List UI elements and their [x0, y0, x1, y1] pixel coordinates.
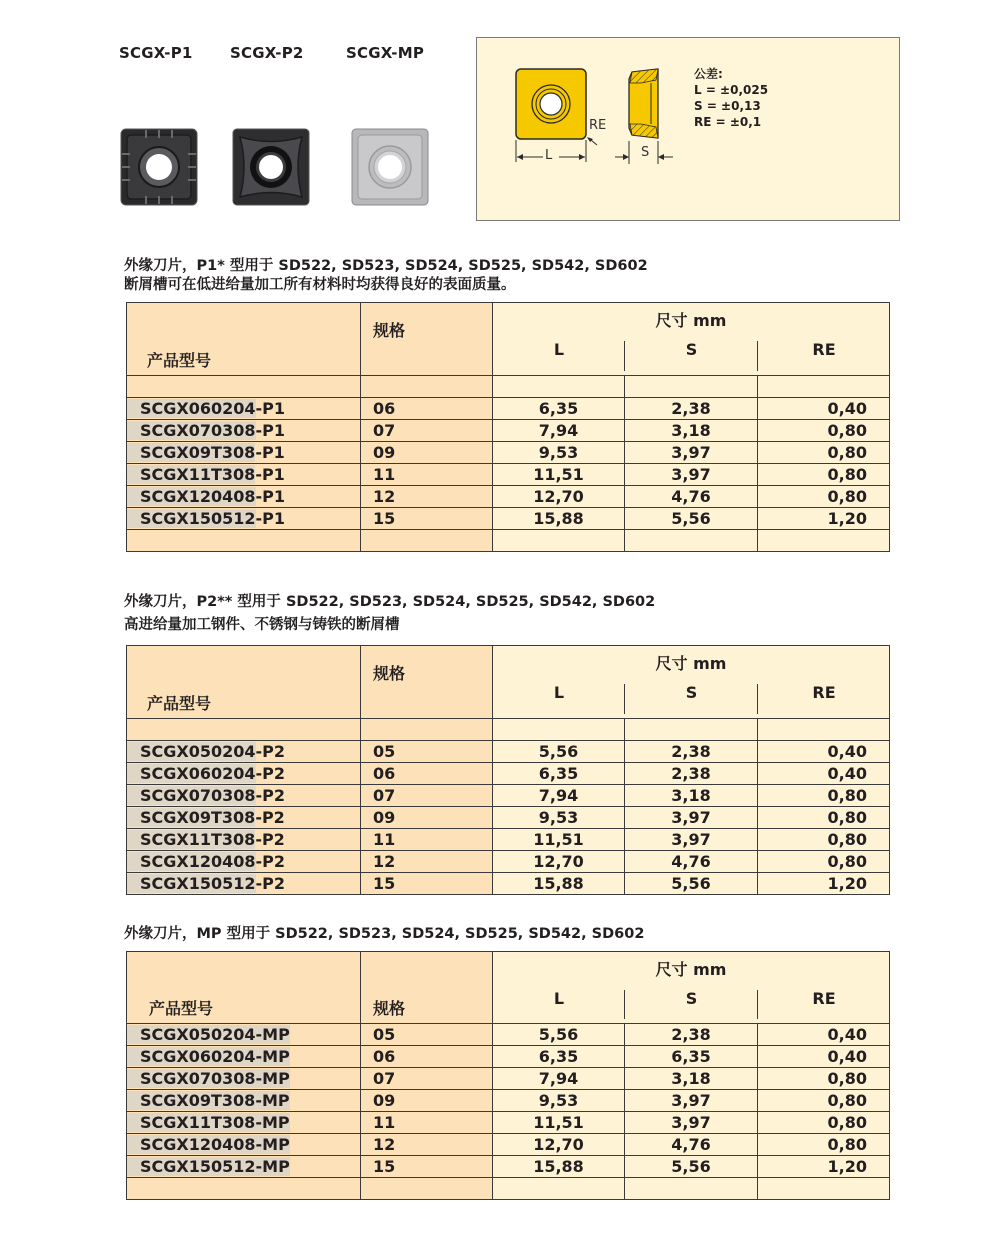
model-cell	[127, 1024, 361, 1046]
table-row	[127, 1090, 890, 1112]
model-cell	[127, 398, 361, 420]
header-l: L	[553, 340, 565, 359]
model-code: SCGX150512-MP	[127, 1157, 290, 1176]
model-cell	[127, 1112, 361, 1134]
l-dimension-label: L	[545, 148, 553, 163]
l-cell: 11,51	[493, 464, 625, 486]
s-cell: 3,97	[625, 807, 758, 829]
size-cell: 05	[361, 741, 493, 763]
l-cell: 15,88	[493, 508, 625, 530]
model-code: SCGX070308	[127, 421, 256, 440]
tolerance-l: L = ±0,025	[694, 83, 769, 97]
model-suffix: -P1	[255, 442, 285, 462]
header-dims	[493, 303, 890, 376]
l-cell: 6,35	[493, 398, 625, 420]
model-suffix: -P1	[255, 508, 286, 528]
header-s: S	[685, 340, 698, 359]
re-cell: 1,20	[758, 1156, 890, 1178]
re-cell: 0,80	[758, 851, 890, 873]
variant-label-p2: SCGX-P2	[230, 44, 304, 62]
s-cell: 3,18	[625, 1068, 758, 1090]
size-cell: 11	[361, 1112, 493, 1134]
model-suffix: -P1	[255, 464, 285, 484]
table-row	[127, 1112, 890, 1134]
re-cell: 0,80	[758, 1134, 890, 1156]
model-code: SCGX070308	[127, 786, 256, 805]
table-row	[127, 829, 890, 851]
header-size: 规格	[361, 952, 493, 1024]
variant-label-p1: SCGX-P1	[119, 44, 193, 62]
table-header-row	[127, 303, 890, 376]
model-cell	[127, 807, 361, 829]
model-cell	[127, 829, 361, 851]
s-cell: 3,18	[625, 420, 758, 442]
section-p1-subtitle: 断屑槽可在低进给量加工所有材料时均获得良好的表面质量。	[124, 277, 516, 293]
l-cell: 11,51	[493, 829, 625, 851]
insert-mp-icon	[351, 128, 429, 206]
l-cell: 9,53	[493, 807, 625, 829]
s-cell: 3,97	[625, 442, 758, 464]
table-row	[127, 851, 890, 873]
s-cell: 3,97	[625, 1112, 758, 1134]
model-code: SCGX09T308	[127, 808, 255, 827]
header-s: S	[685, 989, 698, 1008]
table-row	[127, 741, 890, 763]
model-cell	[127, 873, 361, 895]
s-dimension-label: S	[641, 145, 650, 160]
re-cell: 0,40	[758, 763, 890, 785]
model-code: SCGX09T308	[127, 443, 255, 462]
header-re: RE	[812, 989, 836, 1008]
tolerance-s: S = ±0,13	[694, 99, 761, 113]
l-cell: 6,35	[493, 763, 625, 785]
l-cell: 15,88	[493, 873, 625, 895]
header-dims	[493, 952, 890, 1024]
re-cell: 0,40	[758, 398, 890, 420]
model-cell	[127, 741, 361, 763]
model-code: SCGX060204-MP	[127, 1047, 290, 1066]
p2-spec-table	[126, 645, 890, 895]
s-cell: 4,76	[625, 486, 758, 508]
table-blank-row	[127, 719, 890, 741]
l-cell: 11,51	[493, 1112, 625, 1134]
model-code: SCGX050204-MP	[127, 1025, 290, 1044]
re-cell: 0,40	[758, 741, 890, 763]
re-cell: 0,80	[758, 807, 890, 829]
model-cell	[127, 851, 361, 873]
re-cell: 1,20	[758, 508, 890, 530]
re-cell: 0,80	[758, 1090, 890, 1112]
table-blank-row	[127, 1178, 890, 1200]
s-cell: 5,56	[625, 508, 758, 530]
model-suffix: -P2	[255, 785, 286, 805]
s-cell: 4,76	[625, 851, 758, 873]
table-blank-row	[127, 376, 890, 398]
model-cell	[127, 1156, 361, 1178]
table-row	[127, 1156, 890, 1178]
l-cell: 5,56	[493, 741, 625, 763]
header-re: RE	[812, 340, 836, 359]
s-cell: 3,97	[625, 829, 758, 851]
size-cell: 15	[361, 508, 493, 530]
header-dims-label: 尺寸 mm	[655, 654, 727, 673]
model-code: SCGX070308-MP	[127, 1069, 290, 1088]
l-cell: 7,94	[493, 785, 625, 807]
model-code: SCGX060204	[127, 399, 256, 418]
model-cell	[127, 508, 361, 530]
re-cell: 0,40	[758, 1024, 890, 1046]
model-code: SCGX09T308-MP	[127, 1091, 290, 1110]
model-suffix: -P2	[255, 763, 286, 783]
p1-spec-table	[126, 302, 890, 552]
s-cell: 2,38	[625, 741, 758, 763]
table-row	[127, 807, 890, 829]
insert-p1-icon	[120, 128, 198, 206]
model-code: SCGX11T308-MP	[127, 1113, 290, 1132]
size-cell: 09	[361, 807, 493, 829]
table-row	[127, 508, 890, 530]
header-model: 产品型号	[127, 646, 361, 719]
header-re: RE	[812, 683, 836, 702]
tolerance-title: 公差:	[694, 67, 723, 81]
table-row	[127, 763, 890, 785]
s-cell: 2,38	[625, 1024, 758, 1046]
re-cell: 0,80	[758, 486, 890, 508]
table-row	[127, 420, 890, 442]
header-model: 产品型号	[127, 303, 361, 376]
section-p2-title: 外缘刀片，P2** 型用于 SD522, SD523, SD524, SD525, SD542, SD602	[124, 594, 656, 610]
section-mp-title: 外缘刀片，MP 型用于 SD522, SD523, SD524, SD525, SD542, SD602	[124, 926, 645, 942]
s-cell: 3,18	[625, 785, 758, 807]
l-cell: 6,35	[493, 1046, 625, 1068]
model-cell	[127, 763, 361, 785]
model-suffix: -P1	[255, 420, 286, 440]
header-dims-label: 尺寸 mm	[655, 960, 727, 979]
model-suffix: -P2	[255, 873, 286, 893]
header-l: L	[553, 683, 565, 702]
re-cell: 0,80	[758, 1112, 890, 1134]
header-model: 产品型号	[127, 952, 361, 1024]
re-cell: 0,80	[758, 464, 890, 486]
size-cell: 11	[361, 464, 493, 486]
table-row	[127, 442, 890, 464]
re-cell: 1,20	[758, 873, 890, 895]
model-cell	[127, 442, 361, 464]
table-row	[127, 1068, 890, 1090]
size-cell: 06	[361, 763, 493, 785]
re-cell: 0,80	[758, 829, 890, 851]
s-cell: 2,38	[625, 398, 758, 420]
size-cell: 05	[361, 1024, 493, 1046]
model-cell	[127, 464, 361, 486]
model-suffix: -P2	[255, 829, 285, 849]
model-code: SCGX120408	[127, 487, 256, 506]
model-cell	[127, 420, 361, 442]
table-row	[127, 1046, 890, 1068]
table-row	[127, 785, 890, 807]
model-suffix: -P2	[255, 741, 286, 761]
header-size: 规格	[361, 303, 493, 376]
l-cell: 9,53	[493, 1090, 625, 1112]
model-code: SCGX060204	[127, 764, 256, 783]
size-cell: 07	[361, 785, 493, 807]
size-cell: 07	[361, 1068, 493, 1090]
header-size: 规格	[361, 646, 493, 719]
mp-spec-table	[126, 951, 890, 1200]
size-cell: 09	[361, 1090, 493, 1112]
table-row	[127, 486, 890, 508]
table-row	[127, 398, 890, 420]
l-cell: 7,94	[493, 420, 625, 442]
tolerance-panel	[476, 37, 900, 221]
re-cell: 0,80	[758, 420, 890, 442]
section-p1-title: 外缘刀片，P1* 型用于 SD522, SD523, SD524, SD525, SD542, SD602	[124, 258, 648, 274]
model-suffix: -P2	[255, 851, 286, 871]
size-cell: 11	[361, 829, 493, 851]
re-cell: 0,80	[758, 1068, 890, 1090]
table-blank-row	[127, 530, 890, 552]
l-cell: 7,94	[493, 1068, 625, 1090]
re-cell: 0,80	[758, 785, 890, 807]
model-cell	[127, 1068, 361, 1090]
table-row	[127, 1024, 890, 1046]
model-code: SCGX120408-MP	[127, 1135, 290, 1154]
s-cell: 5,56	[625, 1156, 758, 1178]
model-suffix: -P1	[255, 398, 286, 418]
table-row	[127, 873, 890, 895]
size-cell: 06	[361, 398, 493, 420]
s-cell: 2,38	[625, 763, 758, 785]
model-cell	[127, 1046, 361, 1068]
re-cell: 0,80	[758, 442, 890, 464]
s-cell: 3,97	[625, 1090, 758, 1112]
s-cell: 3,97	[625, 464, 758, 486]
s-cell: 5,56	[625, 873, 758, 895]
tolerance-values	[694, 66, 768, 130]
size-cell: 06	[361, 1046, 493, 1068]
l-cell: 9,53	[493, 442, 625, 464]
model-suffix: -P2	[255, 807, 285, 827]
size-cell: 15	[361, 1156, 493, 1178]
header-dims-label: 尺寸 mm	[655, 311, 727, 330]
model-code: SCGX150512	[127, 509, 256, 528]
l-cell: 15,88	[493, 1156, 625, 1178]
l-cell: 12,70	[493, 1134, 625, 1156]
l-cell: 12,70	[493, 486, 625, 508]
section-p2-subtitle: 高进给量加工钢件、不锈钢与铸铁的断屑槽	[124, 617, 400, 633]
size-cell: 12	[361, 1134, 493, 1156]
s-cell: 4,76	[625, 1134, 758, 1156]
re-cell: 0,40	[758, 1046, 890, 1068]
model-code: SCGX11T308	[127, 830, 255, 849]
header-s: S	[685, 683, 698, 702]
model-cell	[127, 785, 361, 807]
size-cell: 07	[361, 420, 493, 442]
model-cell	[127, 1134, 361, 1156]
model-code: SCGX11T308	[127, 465, 255, 484]
header-l: L	[553, 989, 565, 1008]
size-cell: 12	[361, 486, 493, 508]
table-header-row	[127, 646, 890, 719]
tolerance-re: RE = ±0,1	[694, 115, 762, 129]
size-cell: 15	[361, 873, 493, 895]
model-code: SCGX150512	[127, 874, 256, 893]
variant-label-mp: SCGX-MP	[346, 44, 425, 62]
model-suffix: -P1	[255, 486, 286, 506]
insert-p2-icon	[232, 128, 310, 206]
model-cell	[127, 1090, 361, 1112]
size-cell: 09	[361, 442, 493, 464]
model-code: SCGX050204	[127, 742, 256, 761]
model-cell	[127, 486, 361, 508]
table-row	[127, 1134, 890, 1156]
s-cell: 6,35	[625, 1046, 758, 1068]
model-code: SCGX120408	[127, 852, 256, 871]
l-cell: 12,70	[493, 851, 625, 873]
size-cell: 12	[361, 851, 493, 873]
header-dims	[493, 646, 890, 719]
table-row	[127, 464, 890, 486]
re-dimension-label: RE	[589, 118, 607, 133]
l-cell: 5,56	[493, 1024, 625, 1046]
table-header-row	[127, 952, 890, 1024]
